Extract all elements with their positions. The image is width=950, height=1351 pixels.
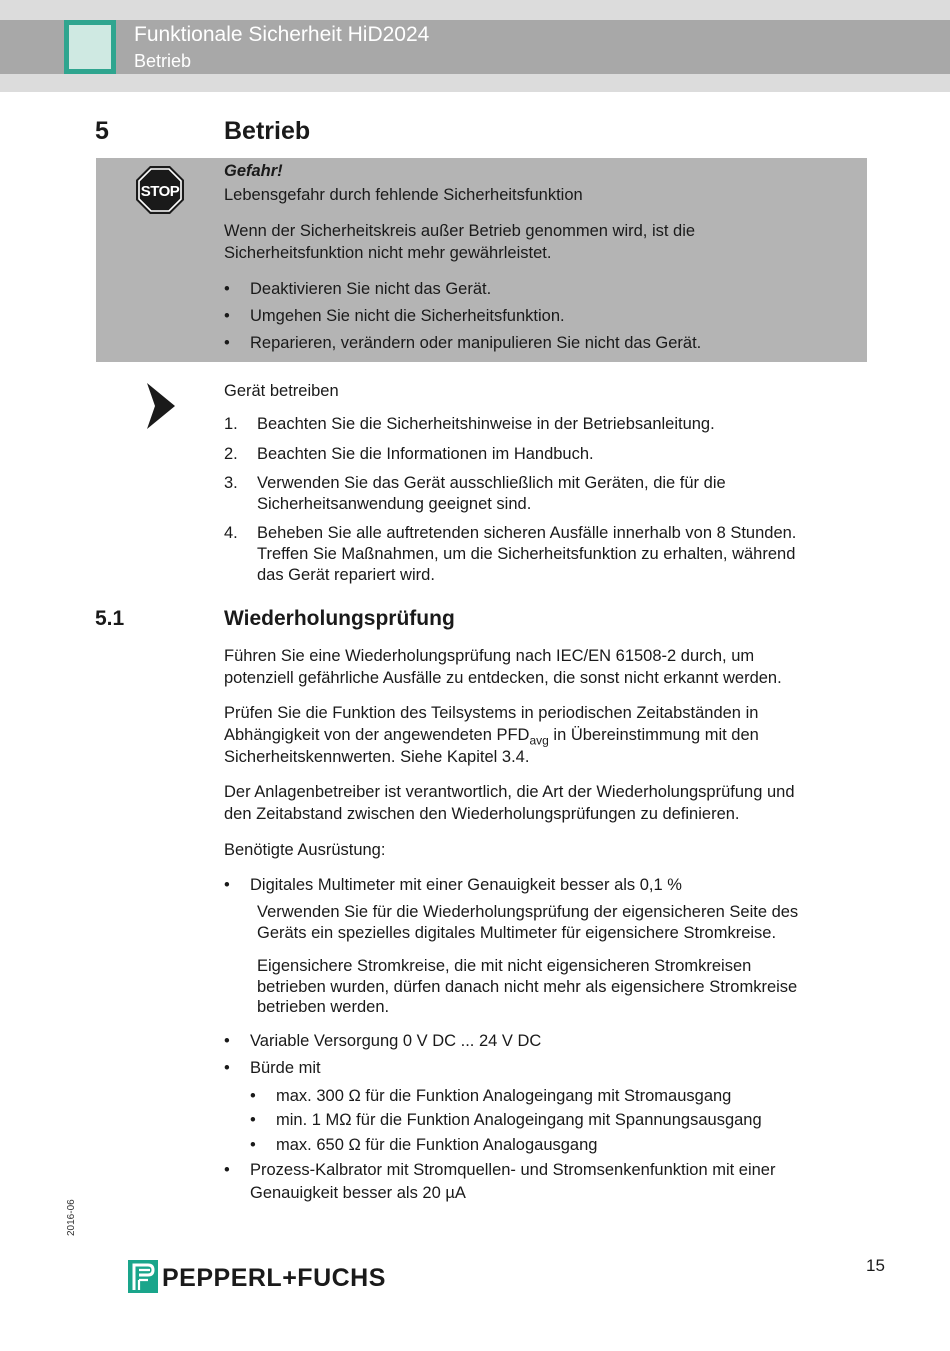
- pfd-text: Abhängigkeit von der angewendeten PFD: [224, 726, 530, 744]
- bullet-dot: •: [224, 280, 230, 298]
- step-text: Beachten Sie die Informationen im Handbuch.: [257, 445, 594, 463]
- company-logo-text: PEPPERL+FUCHS: [162, 1264, 386, 1292]
- bullet-dot: •: [250, 1087, 256, 1105]
- step-text: Beachten Sie die Sicherheitshinweise in der Betriebsanleitung.: [257, 415, 715, 433]
- step-text: Beheben Sie alle auftretenden sicheren Ausfälle innerhalb von 8 Stunden.: [257, 524, 797, 542]
- equipment-note: Verwenden Sie für die Wiederholungsprüfung der eigensicheren Seite des: [257, 903, 799, 921]
- stop-sign-icon: [135, 165, 185, 215]
- danger-bullet: Reparieren, verändern oder manipulieren Sie nicht das Gerät.: [250, 334, 702, 352]
- header-title: Funktionale Sicherheit HiD2024: [134, 23, 430, 46]
- paragraph-line: Prüfen Sie die Funktion des Teilsystems in periodischen Zeitabständen in: [224, 704, 759, 722]
- step-text: Sicherheitsanwendung geeignet sind.: [257, 495, 532, 513]
- pfd-text-rest: in Übereinstimmung mit den: [548, 726, 759, 744]
- section-title: Betrieb: [224, 117, 311, 145]
- danger-body-line: Wenn der Sicherheitskreis außer Betrieb genommen wird, ist die: [224, 222, 696, 240]
- page-number: 15: [866, 1256, 885, 1275]
- equipment-subitem: max. 300 Ω für die Funktion Analogeingang mit Stromausgang: [276, 1087, 732, 1105]
- bullet-dot: •: [250, 1111, 256, 1129]
- arrow-right-icon: [145, 383, 175, 429]
- step-number: 1.: [224, 415, 238, 433]
- equipment-subitem: min. 1 MΩ für die Funktion Analogeingang mit Spannungsausgang: [276, 1111, 762, 1129]
- top-strip: [0, 0, 950, 20]
- danger-bullet: Deaktivieren Sie nicht das Gerät.: [250, 280, 492, 298]
- equipment-subitem: max. 650 Ω für die Funktion Analogausgang: [276, 1136, 598, 1154]
- equipment-item: Digitales Multimeter mit einer Genauigkeit besser als 0,1 %: [250, 876, 682, 894]
- bullet-dot: •: [224, 1161, 230, 1179]
- header-bottom-strip: [0, 74, 950, 92]
- equipment-note: Geräts ein spezielles digitales Multimeter für eigensichere Stromkreise.: [257, 924, 777, 942]
- stop-sign-label: STOP: [140, 183, 180, 200]
- danger-body-line: Sicherheitsfunktion nicht mehr gewährleistet.: [224, 244, 552, 262]
- equipment-label: Benötigte Ausrüstung:: [224, 841, 386, 859]
- step-number: 3.: [224, 474, 238, 492]
- equipment-item: Genauigkeit besser als 20 µA: [250, 1184, 466, 1202]
- bullet-dot: •: [250, 1136, 256, 1154]
- equipment-note: betrieben werden.: [257, 998, 390, 1016]
- pfd-subscript: avg: [529, 733, 549, 748]
- step-text: Verwenden Sie das Gerät ausschließlich mit Geräten, die für die: [257, 474, 726, 492]
- bullet-dot: •: [224, 1032, 230, 1050]
- subsection-title: Wiederholungsprüfung: [224, 607, 455, 630]
- step-number: 4.: [224, 524, 238, 542]
- paragraph-line: Führen Sie eine Wiederholungsprüfung nach IEC/EN 61508-2 durch, um: [224, 647, 755, 665]
- bullet-dot: •: [224, 334, 230, 352]
- equipment-item: Prozess-Kalbrator mit Stromquellen- und Stromsenkenfunktion mit einer: [250, 1161, 776, 1179]
- step-text: das Gerät repariert wird.: [257, 566, 435, 584]
- header-subtitle: Betrieb: [134, 51, 192, 71]
- section-number: 5: [95, 117, 109, 145]
- bullet-dot: •: [224, 876, 230, 894]
- header-logo-square: [64, 20, 116, 74]
- danger-bullet: Umgehen Sie nicht die Sicherheitsfunktion.: [250, 307, 565, 325]
- paragraph-line: den Zeitabstand zwischen den Wiederholungsprüfungen zu definieren.: [224, 805, 740, 823]
- subsection-number: 5.1: [95, 607, 125, 630]
- paragraph-line: Sicherheitskennwerten. Siehe Kapitel 3.4.: [224, 748, 530, 766]
- danger-heading: Gefahr!: [224, 162, 283, 180]
- equipment-note: Eigensichere Stromkreise, die mit nicht eigensicheren Stromkreisen: [257, 957, 752, 975]
- footer-date: 2016-06: [66, 1199, 77, 1236]
- step-number: 2.: [224, 445, 238, 463]
- bullet-dot: •: [224, 307, 230, 325]
- procedure-heading: Gerät betreiben: [224, 382, 339, 400]
- paragraph-line: Der Anlagenbetreiber ist verantwortlich, die Art der Wiederholungsprüfung und: [224, 783, 795, 801]
- pepperl-fuchs-logo-icon: [128, 1260, 158, 1293]
- bullet-dot: •: [224, 1059, 230, 1077]
- paragraph-line: potenziell gefährliche Ausfälle zu entdecken, die sonst nicht erkannt werden.: [224, 669, 782, 687]
- equipment-item: Bürde mit: [250, 1059, 321, 1077]
- step-text: Treffen Sie Maßnahmen, um die Sicherheitsfunktion zu erhalten, während: [257, 545, 796, 563]
- equipment-note: betrieben wurden, dürfen danach nicht mehr als eigensichere Stromkreise: [257, 978, 798, 996]
- equipment-item: Variable Versorgung 0 V DC ... 24 V DC: [250, 1032, 542, 1050]
- danger-subheading: Lebensgefahr durch fehlende Sicherheitsfunktion: [224, 186, 583, 204]
